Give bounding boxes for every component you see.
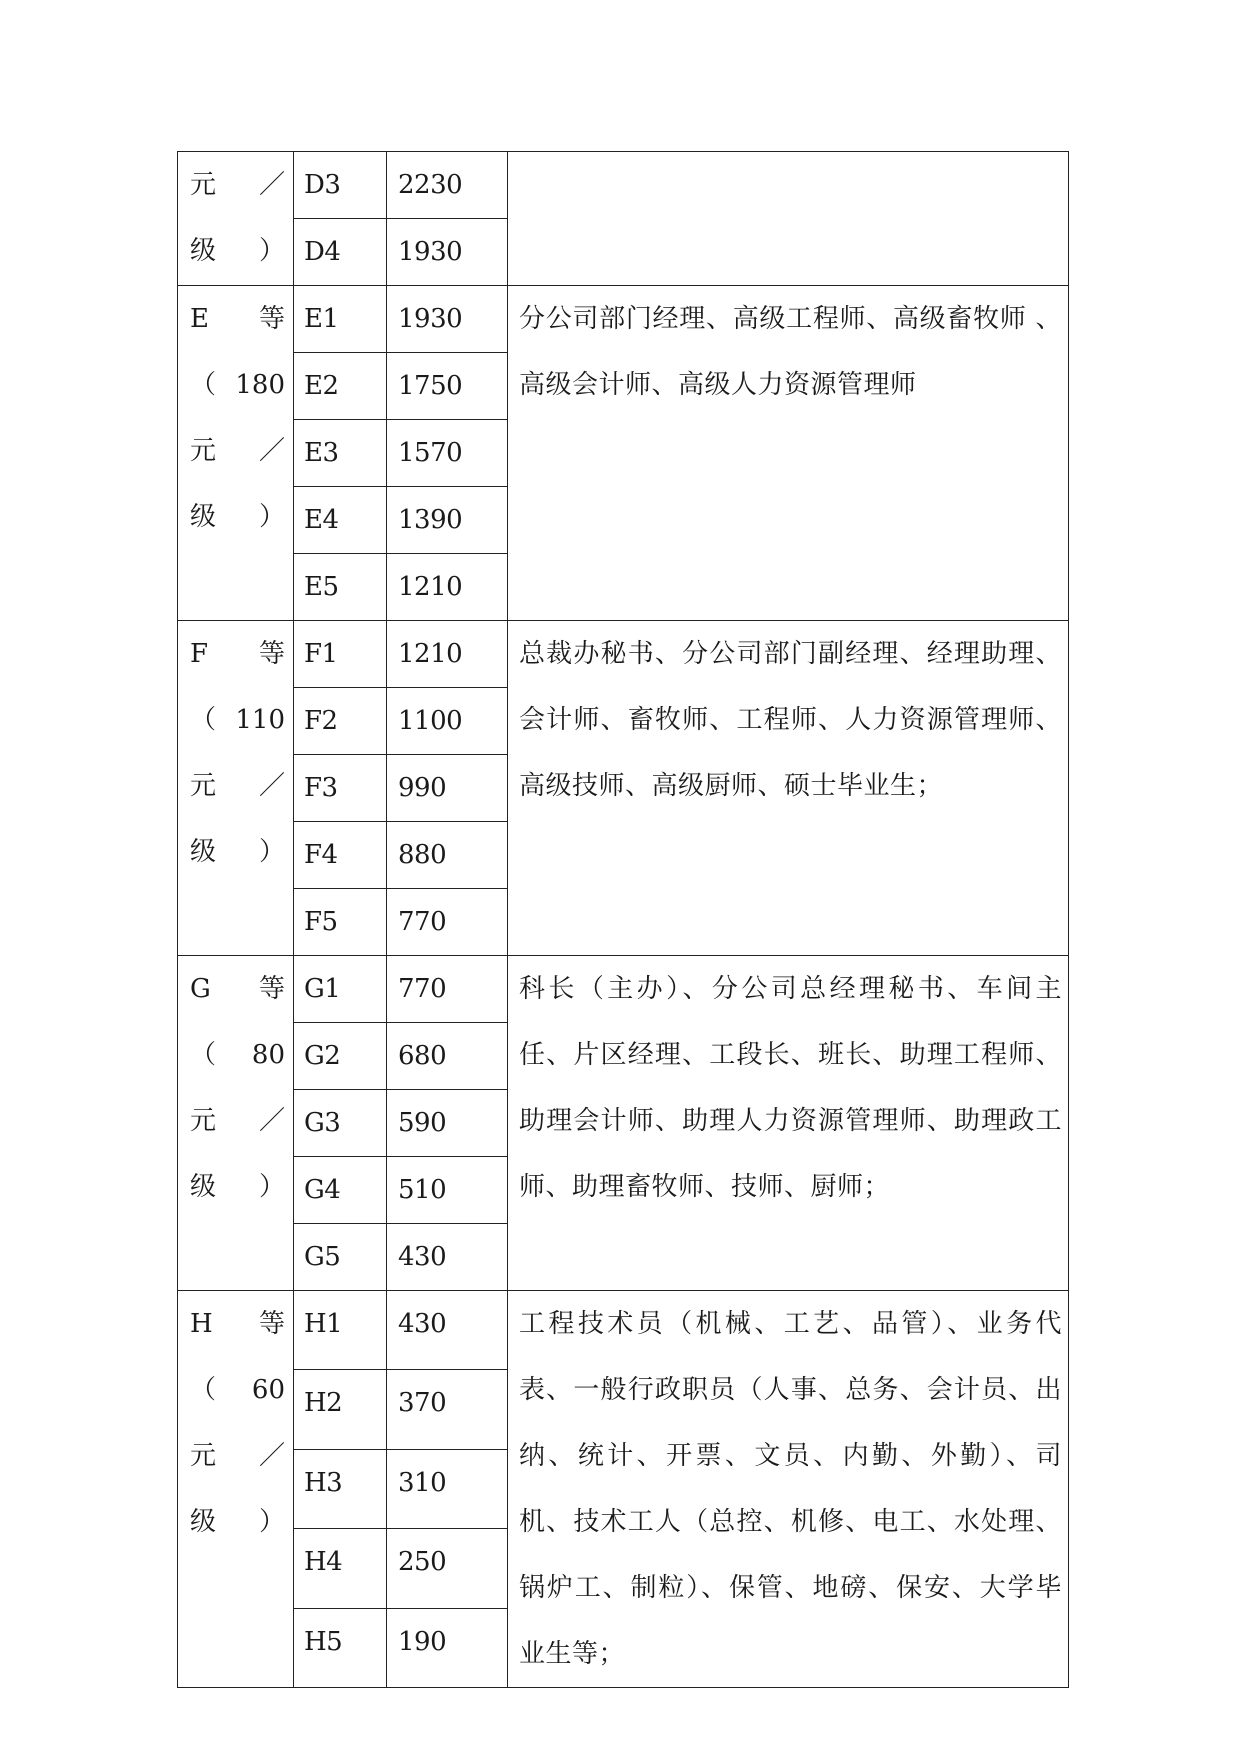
amount-value: 680 <box>398 1041 447 1071</box>
amount-cell <box>387 1608 508 1687</box>
amount-cell <box>387 1224 508 1291</box>
grade-category-text: （180 <box>190 370 285 400</box>
level-cell <box>294 286 387 353</box>
amount-cell <box>387 1157 508 1224</box>
level-code: G4 <box>304 1175 341 1205</box>
level-cell <box>294 420 387 487</box>
amount-value: 990 <box>398 773 447 803</box>
table-row <box>178 956 1069 1023</box>
amount-cell <box>387 1291 508 1370</box>
amount-cell <box>387 755 508 822</box>
level-cell <box>294 1291 387 1370</box>
amount-value: 1930 <box>398 237 463 267</box>
position-description-cell <box>508 286 1069 621</box>
amount-cell <box>387 286 508 353</box>
grade-category-text: 级） <box>190 1172 285 1202</box>
grade-category-cell <box>178 621 294 956</box>
level-code: H2 <box>304 1388 343 1419</box>
level-code: H3 <box>304 1467 343 1498</box>
level-cell <box>294 1529 387 1608</box>
level-cell <box>294 1370 387 1449</box>
grade-category-text: （110 <box>190 705 285 735</box>
amount-value: 510 <box>398 1175 447 1205</box>
amount-value: 1390 <box>398 505 463 535</box>
amount-value: 770 <box>398 974 447 1004</box>
level-cell <box>294 353 387 420</box>
level-cell <box>294 1608 387 1687</box>
position-description-text: 总裁办秘书、分公司部门副经理、经理助理、会计师、畜牧师、工程师、人力资源管理师、高级技师、高级厨师、硕士毕业生； <box>519 639 1062 801</box>
amount-cell <box>387 621 508 688</box>
grade-category-text: E 等 <box>190 304 285 334</box>
level-code: F3 <box>304 773 338 803</box>
grade-category-text: 元 ／ <box>190 771 285 801</box>
amount-cell <box>387 1449 508 1528</box>
level-code: E3 <box>304 438 339 468</box>
grade-category-text: 元 ／ <box>190 170 285 200</box>
position-description-text: 分公司部门经理、高级工程师、高级畜牧师 、高级会计师、高级人力资源管理师 <box>519 304 1062 400</box>
level-code: E1 <box>304 304 339 334</box>
level-code: E5 <box>304 572 339 602</box>
level-cell <box>294 889 387 956</box>
grade-category-text: （ 80 <box>190 1040 285 1070</box>
grade-category-text: 级） <box>190 837 285 867</box>
table-row <box>178 152 1069 219</box>
amount-cell <box>387 956 508 1023</box>
level-cell <box>294 822 387 889</box>
level-cell <box>294 1023 387 1090</box>
level-code: F4 <box>304 840 338 870</box>
position-description-cell <box>508 1291 1069 1688</box>
level-cell <box>294 487 387 554</box>
level-cell <box>294 755 387 822</box>
grade-category-cell <box>178 956 294 1291</box>
amount-value: 590 <box>398 1108 447 1138</box>
level-cell <box>294 1157 387 1224</box>
grade-category-cell <box>178 1291 294 1688</box>
level-code: F5 <box>304 907 338 937</box>
level-code: H5 <box>304 1626 343 1657</box>
amount-value: 1100 <box>398 706 463 736</box>
level-code: F2 <box>304 706 338 736</box>
salary-grade-table <box>177 151 1069 1688</box>
amount-cell <box>387 554 508 621</box>
level-cell <box>294 219 387 286</box>
level-cell <box>294 688 387 755</box>
amount-cell <box>387 420 508 487</box>
amount-value: 1210 <box>398 639 463 669</box>
level-code: G3 <box>304 1108 341 1138</box>
grade-category-text: （ 60 <box>190 1375 285 1405</box>
amount-value: 190 <box>398 1626 447 1657</box>
grade-category-text: 级） <box>190 502 285 532</box>
level-cell <box>294 1224 387 1291</box>
amount-cell <box>387 1370 508 1449</box>
level-code: D4 <box>304 237 341 267</box>
amount-cell <box>387 219 508 286</box>
level-code: F1 <box>304 639 338 669</box>
level-code: G2 <box>304 1041 341 1071</box>
table-row <box>178 1291 1069 1370</box>
grade-category-text: H 等 <box>190 1309 285 1339</box>
amount-cell <box>387 1090 508 1157</box>
position-description-text: 工程技术员（机械、工艺、品管）、业务代表、一般行政职员（人事、总务、会计员、出纳、统计、开票、文员、内勤、外勤）、司机、技术工人（总控、机修、电工、水处理、锅炉工、制粒）、保管、地磅、保安、大学毕业生等； <box>519 1309 1062 1669</box>
amount-cell <box>387 487 508 554</box>
amount-value: 370 <box>398 1388 447 1419</box>
level-cell <box>294 152 387 219</box>
amount-value: 430 <box>398 1242 447 1272</box>
table-row <box>178 286 1069 353</box>
grade-category-text: 元 ／ <box>190 1441 285 1471</box>
amount-cell <box>387 822 508 889</box>
amount-value: 1750 <box>398 371 463 401</box>
amount-value: 770 <box>398 907 447 937</box>
amount-cell <box>387 152 508 219</box>
position-description-cell <box>508 621 1069 956</box>
grade-category-text: 级） <box>190 1507 285 1537</box>
amount-value: 1570 <box>398 438 463 468</box>
grade-category-cell <box>178 152 294 286</box>
level-cell <box>294 621 387 688</box>
grade-category-text: G 等 <box>190 974 285 1004</box>
grade-category-text: 元 ／ <box>190 436 285 466</box>
level-cell <box>294 1090 387 1157</box>
table-body <box>178 152 1069 1688</box>
level-code: G1 <box>304 974 341 1004</box>
level-code: H4 <box>304 1547 343 1578</box>
amount-value: 250 <box>398 1547 447 1578</box>
amount-value: 430 <box>398 1309 447 1339</box>
position-description-cell <box>508 956 1069 1291</box>
level-cell <box>294 1449 387 1528</box>
level-code: G5 <box>304 1242 341 1272</box>
grade-category-text: 元 ／ <box>190 1106 285 1136</box>
level-cell <box>294 554 387 621</box>
amount-value: 2230 <box>398 170 463 200</box>
level-code: H1 <box>304 1309 343 1339</box>
position-description-cell <box>508 152 1069 286</box>
table-row <box>178 621 1069 688</box>
amount-cell <box>387 889 508 956</box>
amount-value: 310 <box>398 1467 447 1498</box>
level-code: E4 <box>304 505 339 535</box>
grade-category-text: 级） <box>190 236 285 266</box>
amount-value: 880 <box>398 840 447 870</box>
level-code: D3 <box>304 170 341 200</box>
amount-value: 1210 <box>398 572 463 602</box>
amount-cell <box>387 1023 508 1090</box>
amount-cell <box>387 1529 508 1608</box>
amount-cell <box>387 688 508 755</box>
level-code: E2 <box>304 371 339 401</box>
position-description-text: 科长（主办）、分公司总经理秘书、车间主任、片区经理、工段长、班长、助理工程师、助理会计师、助理人力资源管理师、助理政工师、助理畜牧师、技师、厨师； <box>519 974 1062 1202</box>
amount-value: 1930 <box>398 304 463 334</box>
amount-cell <box>387 353 508 420</box>
grade-category-cell <box>178 286 294 621</box>
level-cell <box>294 956 387 1023</box>
grade-category-text: F 等 <box>190 639 285 669</box>
